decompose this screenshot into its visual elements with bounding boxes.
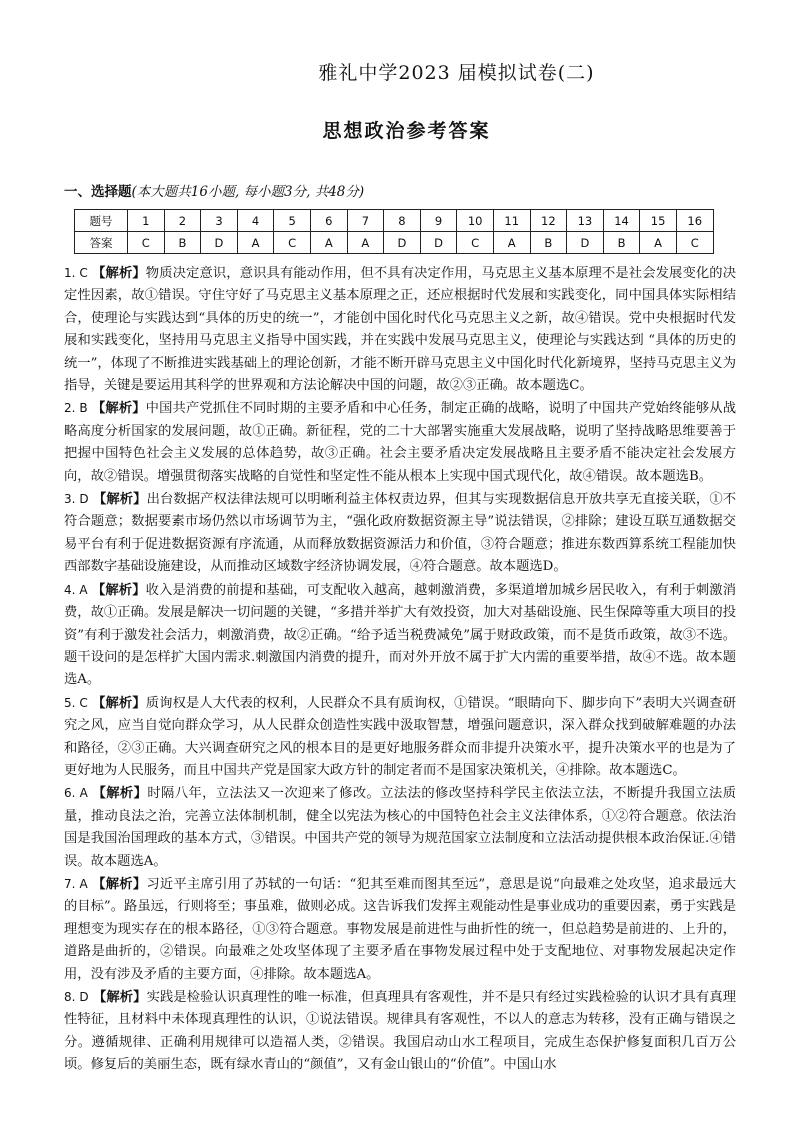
answer-cell: C [128, 232, 165, 254]
question-number: 11 [493, 210, 530, 232]
answer-cell: B [164, 232, 201, 254]
answer-cell: A [493, 232, 530, 254]
answer-table-answer-row [75, 232, 714, 254]
answer-cell: C [676, 232, 713, 254]
explanation-item [64, 488, 736, 579]
question-answer: 5. C [64, 695, 88, 710]
answer-cell: B [530, 232, 567, 254]
explanations-list [64, 262, 736, 1077]
explanation-item [64, 579, 736, 692]
question-number: 4 [237, 210, 274, 232]
explanation-item [64, 986, 736, 1077]
question-number: 3 [201, 210, 238, 232]
answer-cell: B [603, 232, 640, 254]
explanation-text: 习近平主席引用了苏轼的一句话：“犯其至难而图其至远”，意思是说“向最难之处攻坚，追求最远大的目标”。路虽远，行则将至；事虽难，做则必成。这告诉我们发挥主观能动性是事业成功的重要因素，勇于实践是理想变为现实存在的根本路径，①③符合题意。事物发展是前进性与曲折性的统一，但总趋势是前进的、上升的，道路是曲折的，②错误。向最难之处攻坚体现了主要矛盾在事物发展过程中处于支配地位、对事物发展起决定作用，没有涉及矛盾的主要方面，④排除。故本题选A。 [64, 876, 736, 982]
question-number: 16 [676, 210, 713, 232]
answer-cell: A [640, 232, 677, 254]
question-number: 15 [640, 210, 677, 232]
explanation-text: 时隔八年，立法法又一次迎来了修改。立法法的修改坚持科学民主依法立法，不断提升我国立法质量，推动良法之治，完善立法体制机制，健全以宪法为核心的中国特色社会主义法律体系，①②符合题意。依法治国是我国治国理政的基本方式，③错误。中国共产党的领导为规范国家立法制度和立法活动提供根本政治保证.④错误。故本题选A。 [64, 786, 737, 869]
explanation-text: 收入是消费的前提和基础，可支配收入越高，越刺激消费，多渠道增加城乡居民收入，有利于刺激消费，故①正确。发展是解决一切问题的关键，“多措并举扩大有效投资，加大对基础设施、民生保障等重大项目的投资”有利于激发社会活力，刺激消费，故②正确。“给予适当税费减免”属于财政政策，而不是货币政策，故③不选。题干设问的是怎样扩大国内需求.刺激国内消费的提升，而对外开放不属于扩大内需的重要举措，故④不选。故本题选A。 [64, 582, 737, 688]
explanation-text: 质询权是人大代表的权利，人民群众不具有质询权，①错误。“眼睛向下、脚步向下”表明大兴调查研究之风，应当自觉向群众学习，从人民群众创造性实践中汲取智慧，增强问题意识，深入群众找到破解难题的办法和路径，②③正确。大兴调查研究之风的根本目的是更好地服务群众而非提升决策水平，提升决策水平的也是为了更好地为人民服务，而且中国共产党是国家大政方针的制定者而不是国家决策机关，④排除。故本题选C。 [64, 695, 736, 778]
analysis-tag: 【解析】 [92, 266, 146, 281]
explanation-text: 实践是检验认识真理性的唯一标准，但真理具有客观性，并不是只有经过实践检验的认识才具有真理性特征，且材料中未体现真理性的认识，①说法错误。规律具有客观性，不以人的意志为转移，没有正确与错误之分。遵循规律、正确利用规律可以造福人类，②错误。我国启动山水工程项目，完成生态保护修复面积几百万公顷。修复后的美丽生态，既有绿水青山的“颜值”，又有金山银山的“价值”。中国山水 [64, 990, 737, 1073]
explanation-item [64, 262, 736, 397]
question-number: 6 [310, 210, 347, 232]
analysis-tag: 【解析】 [92, 876, 147, 892]
analysis-tag: 【解析】 [92, 492, 147, 508]
answer-cell: D [384, 232, 421, 254]
exam-title: 雅礼中学2023 届模拟试卷(二) [318, 62, 595, 84]
row-label-number: 题号 [75, 210, 128, 232]
answer-cell: D [420, 232, 457, 254]
analysis-tag: 【解析】 [92, 695, 146, 711]
answer-cell: A [347, 232, 384, 254]
section-label: 一、选择题 [64, 184, 132, 200]
answer-table [74, 209, 714, 254]
question-answer: 8. D [64, 990, 89, 1004]
question-number: 8 [384, 210, 421, 232]
explanation-item [64, 782, 736, 873]
answer-cell: D [201, 232, 238, 254]
explanation-text: 中国共产党抓住不同时期的主要矛盾和中心任务，制定正确的战略，说明了中国共产党始终能够从战略高度分析国家的发展问题，故①正确。新征程，党的二十大部署实施重大发展战略，说明了坚持战略思维要善于把握中国特色社会主义发展的总体趋势，故③正确。社会主要矛盾决定发展战略且主要矛盾不能决定社会发展方向，故②错误。增强贯彻落实战略的自觉性和坚定性不能从根本上实现中国式现代化，故④错误。故本题选B。 [64, 401, 737, 484]
explanation-item [64, 397, 736, 488]
question-answer: 6. A [64, 786, 88, 801]
explanation-text: 出台数据产权法律法规可以明晰利益主体权责边界，但其与实现数据信息开放共享无直接关联，①不符合题意；数据要素市场仍然以市场调节为主，“强化政府数据资源主导”说法错误，②排除；建设互联互通数据交易平台有利于促进数据资源有序流通，从而释放数据资源活力和价值，③符合题意；推进东数西算系统工程能加快西部数字基础设施建设，从而推动区域数字经济协调发展，④符合题意。故本题选D。 [64, 492, 737, 575]
analysis-tag: 【解析】 [92, 786, 148, 802]
answer-table-number-row [75, 210, 714, 232]
answer-cell: C [274, 232, 311, 254]
question-number: 12 [530, 210, 567, 232]
analysis-tag: 【解析】 [91, 582, 146, 598]
document-title: 思想政治参考答案 [322, 120, 491, 142]
analysis-tag: 【解析】 [92, 990, 147, 1005]
question-number: 1 [128, 210, 165, 232]
question-number: 7 [347, 210, 384, 232]
answer-cell: A [310, 232, 347, 254]
analysis-tag: 【解析】 [91, 401, 146, 417]
answer-cell: C [457, 232, 494, 254]
question-answer: 1. C [64, 266, 88, 280]
question-answer: 2. B [64, 401, 88, 416]
question-number: 14 [603, 210, 640, 232]
explanation-item [64, 692, 736, 783]
question-number: 13 [567, 210, 604, 232]
answer-cell: A [237, 232, 274, 254]
explanation-item [64, 873, 736, 986]
question-number: 2 [164, 210, 201, 232]
section-heading [64, 180, 364, 200]
section-note: (本大题共16小题, 每小题3分, 共48分) [131, 184, 365, 200]
explanation-text: 物质决定意识，意识具有能动作用，但不具有决定作用，马克思主义基本原理不是社会发展变化的决定性因素，故①错误。守住守好了马克思主义基本原理之正，还应根据时代发展和实践变化，同中国具体实际相结合，使理论与实践达到“具体的历史的统一”，才能创中国化时代化马克思主义之新，故④错误。党中央根据时代发展和实践变化，坚持用马克思主义指导中国实践，并在实践中发展马克思主义，使理论与实践达到 “具体的历史的统一”，体现了不断推进实践基础上的理论创新，才能不断开辟马克思主义中国化时代化新境界，坚持马克思主义为指导，关键是要运用其科学的世界观和方法论解决中国的问题，故②③正确。故本题选C。 [64, 266, 736, 394]
question-number: 5 [274, 210, 311, 232]
question-answer: 4. A [64, 582, 88, 597]
question-answer: 7. A [64, 876, 88, 891]
row-label-answer: 答案 [75, 232, 128, 254]
question-answer: 3. D [64, 492, 89, 507]
answer-cell: D [567, 232, 604, 254]
question-number: 9 [420, 210, 457, 232]
question-number: 10 [457, 210, 494, 232]
